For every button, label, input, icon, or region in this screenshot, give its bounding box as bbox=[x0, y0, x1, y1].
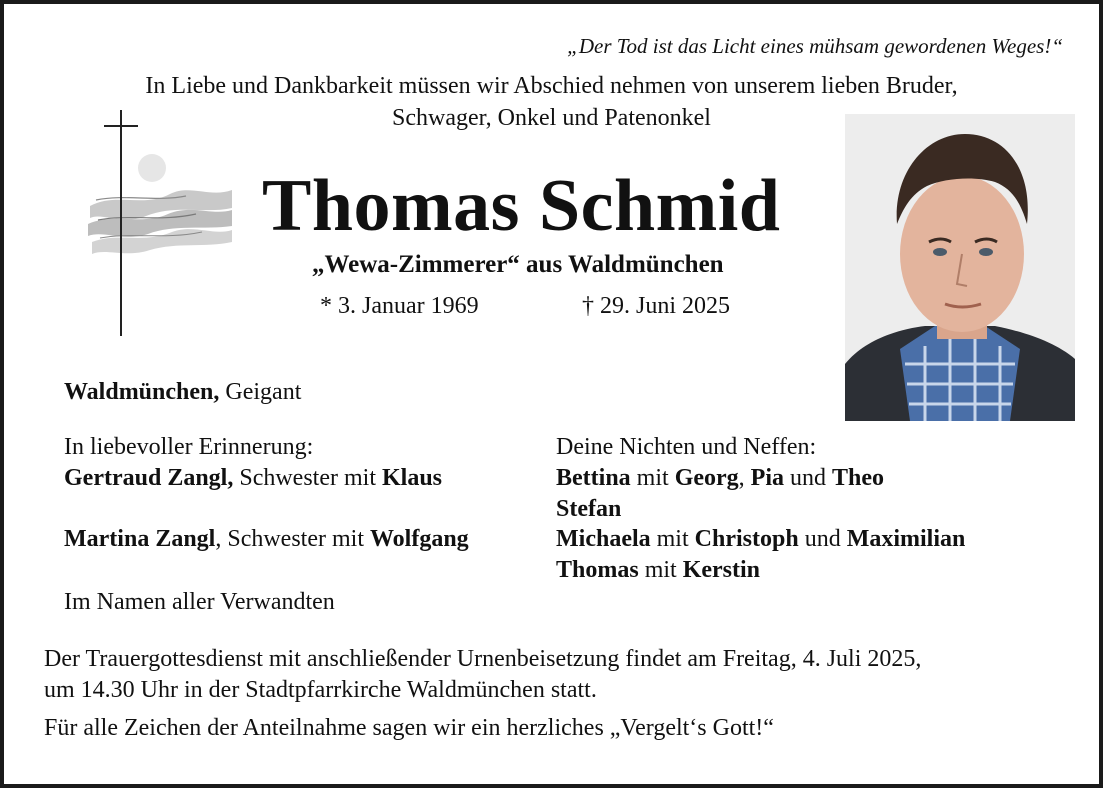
cross-landscape-illustration bbox=[86, 108, 236, 340]
deceased-name: Thomas Schmid bbox=[262, 165, 781, 247]
left-entry-2-name: Martina Zangl bbox=[64, 526, 216, 552]
service-line-2: um 14.30 Uhr in der Stadtpfarrkirche Waldmünchen statt. bbox=[44, 677, 597, 703]
right-row-1 bbox=[556, 463, 884, 494]
thanks-line: Für alle Zeichen der Anteilnahme sagen wir ein herzliches „Vergelt‘s Gott!“ bbox=[44, 715, 774, 741]
right-column-heading: Deine Nichten und Neffen: bbox=[556, 434, 817, 460]
left-entry-1-name: Gertraud Zangl, bbox=[64, 465, 234, 491]
left-entry-1 bbox=[64, 463, 442, 494]
right-row-3-und: und bbox=[798, 526, 847, 552]
right-row-1-mit: mit bbox=[630, 465, 675, 491]
right-row-3-c: Maximilian bbox=[846, 526, 966, 552]
left-entry-1-partner: Klaus bbox=[381, 465, 443, 491]
service-line-1: Der Trauergottesdienst mit anschließender Urnenbeisetzung findet am Freitag, 4. Juli 2025, bbox=[44, 646, 922, 672]
right-row-4-mit: mit bbox=[638, 557, 683, 583]
right-row-4-a: Thomas bbox=[556, 557, 639, 583]
portrait-photo bbox=[845, 114, 1075, 421]
place-bold: Waldmünchen, bbox=[64, 379, 220, 405]
right-row-4 bbox=[556, 555, 760, 586]
right-row-2 bbox=[556, 494, 621, 525]
left-entry-2-partner: Wolfgang bbox=[369, 526, 469, 552]
right-row-1-comma: , bbox=[738, 465, 751, 491]
right-row-3 bbox=[556, 524, 965, 555]
right-row-3-a: Michaela bbox=[556, 526, 651, 552]
right-row-3-b: Christoph bbox=[694, 526, 799, 552]
right-row-1-a: Bettina bbox=[556, 465, 631, 491]
left-column-heading: In liebevoller Erinnerung: bbox=[64, 434, 314, 460]
left-entry-1-relation: Schwester mit bbox=[233, 465, 382, 491]
right-row-1-b: Georg bbox=[674, 465, 739, 491]
left-entry-2 bbox=[64, 524, 469, 555]
right-row-4-b: Kerstin bbox=[682, 557, 761, 583]
right-row-3-mit: mit bbox=[650, 526, 695, 552]
birth-date: * 3. Januar 1969 bbox=[320, 293, 479, 319]
left-entry-2-relation: , Schwester mit bbox=[215, 526, 370, 552]
right-row-1-und: und bbox=[784, 465, 832, 491]
right-row-1-d: Theo bbox=[832, 465, 885, 491]
right-row-2-a: Stefan bbox=[556, 496, 622, 522]
quote: „Der Tod ist das Licht eines mühsam gewordenen Weges!“ bbox=[567, 34, 1063, 58]
death-date: † 29. Juni 2025 bbox=[582, 293, 731, 319]
intro-line-1: In Liebe und Dankbarkeit müssen wir Abschied nehmen von unserem lieben Bruder, bbox=[145, 73, 958, 99]
intro-line-2: Schwager, Onkel und Patenonkel bbox=[392, 105, 711, 131]
place bbox=[64, 379, 301, 406]
right-row-1-c: Pia bbox=[750, 465, 784, 491]
left-closing: Im Namen aller Verwandten bbox=[64, 589, 335, 615]
place-rest: Geigant bbox=[219, 379, 302, 405]
deceased-nickname: „Wewa-Zimmerer“ aus Waldmünchen bbox=[312, 251, 724, 278]
portrait-illustration bbox=[845, 114, 1075, 421]
